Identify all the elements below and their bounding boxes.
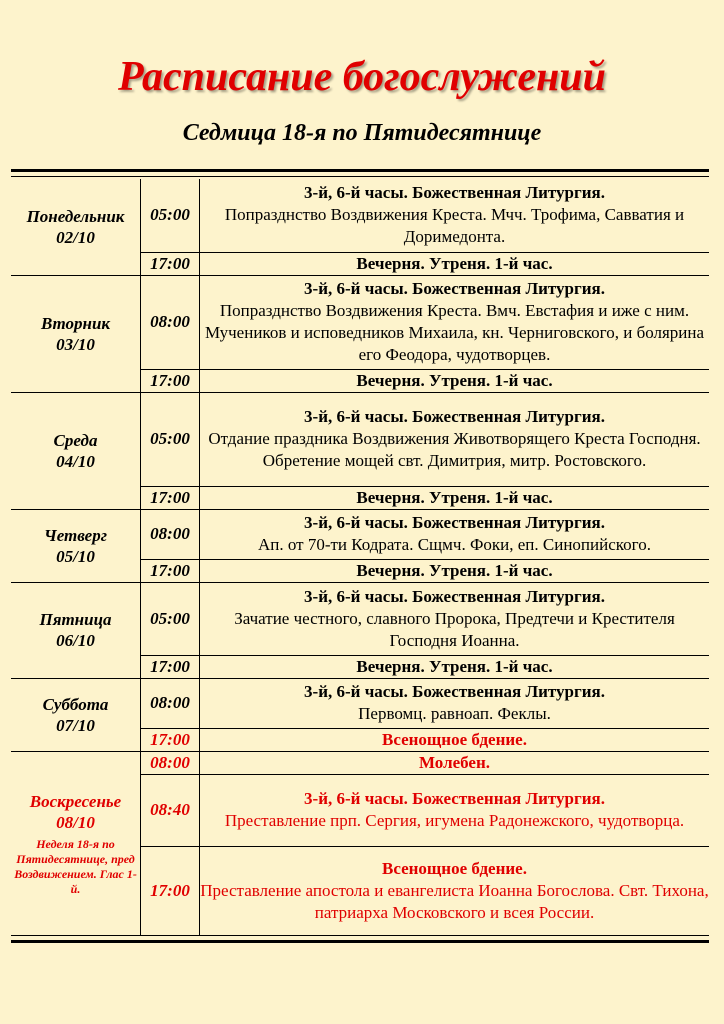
- service-description: Зачатие честного, славного Пророка, Предтечи и Крестителя Господня Иоанна.: [234, 608, 675, 650]
- service-description: Попразднство Воздвижения Креста. Вмч. Евстафия и иже с ним. Мучеников и исповедников Михаила, кн. Черниговского, и болярина его Феодора, чудотворцев.: [204, 301, 705, 364]
- service-title: 3-й, 6-й часы. Божественная Литургия.: [304, 279, 605, 298]
- service-cell: [200, 582, 710, 655]
- service-cell: [200, 678, 710, 728]
- schedule-row: [11, 678, 709, 728]
- service-cell: [200, 252, 710, 275]
- day-name: Вторник: [40, 313, 111, 333]
- day-date: 06/10: [56, 631, 95, 650]
- service-title: 3-й, 6-й часы. Божественная Литургия.: [304, 586, 605, 606]
- schedule-row: [11, 751, 709, 774]
- bottom-rule-thin: [11, 935, 709, 936]
- service-description: Преставление прп. Сергия, игумена Радонежского, чудотворца.: [224, 811, 685, 830]
- day-name: Пятница: [39, 610, 112, 629]
- day-cell: [11, 275, 141, 392]
- service-title: 3-й, 6-й часы. Божественная Литургия.: [304, 407, 605, 426]
- service-cell: [200, 728, 710, 751]
- service-time: 17:00: [141, 728, 200, 751]
- schedule-row: [11, 179, 709, 252]
- service-cell: [200, 751, 710, 774]
- day-cell: [11, 678, 141, 751]
- service-title: 3-й, 6-й часы. Божественная Литургия.: [304, 183, 605, 203]
- service-title: Вечерня. Утреня. 1-й час.: [356, 253, 553, 273]
- service-time: 17:00: [141, 369, 200, 392]
- service-title: Вечерня. Утреня. 1-й час.: [356, 656, 553, 676]
- service-time: 17:00: [141, 252, 200, 275]
- service-description: Преставление апостола и евангелиста Иоанна Богослова. Свт. Тихона, патриарха Московского и всея России.: [200, 881, 709, 923]
- service-cell: [200, 369, 710, 392]
- day-date: 02/10: [56, 227, 95, 247]
- schedule-row: [11, 392, 709, 486]
- bottom-rule-thick: [11, 940, 709, 943]
- service-time: 08:00: [141, 509, 200, 559]
- service-time: 08:00: [141, 751, 200, 774]
- day-name: Четверг: [44, 525, 107, 545]
- day-date: 03/10: [56, 334, 95, 354]
- top-rule-thin: [11, 176, 709, 177]
- service-description: Отдание праздника Воздвижения Животворящего Креста Господня. Обретение мощей свт. Димитрия, митр. Ростовского.: [208, 429, 701, 470]
- service-time: 05:00: [141, 392, 200, 486]
- schedule-row: [11, 582, 709, 655]
- day-cell: [11, 751, 141, 936]
- day-name: Среда: [53, 430, 98, 450]
- day-name: Суббота: [42, 694, 109, 714]
- day-cell: [11, 392, 141, 509]
- day-date: 08/10: [56, 812, 95, 832]
- service-time: 17:00: [141, 486, 200, 509]
- service-cell: [200, 392, 710, 486]
- service-cell: [200, 774, 710, 846]
- day-cell: [11, 509, 141, 582]
- schedule-row: [11, 509, 709, 559]
- service-cell: [200, 655, 710, 678]
- service-title: Молебен.: [418, 752, 491, 772]
- page-subtitle: Седмица 18-я по Пятидесятнице: [182, 120, 542, 146]
- service-title: Всенощное бдение.: [382, 729, 527, 749]
- day-cell: [11, 582, 141, 678]
- service-time: 08:40: [141, 774, 200, 846]
- service-cell: [200, 275, 710, 369]
- service-cell: [200, 846, 710, 936]
- service-title: 3-й, 6-й часы. Божественная Литургия.: [304, 513, 605, 532]
- service-time: 17:00: [141, 846, 200, 936]
- top-rule-thick: [11, 169, 709, 172]
- service-time: 05:00: [141, 582, 200, 655]
- service-title: 3-й, 6-й часы. Божественная Литургия.: [304, 789, 605, 808]
- service-title: Вечерня. Утреня. 1-й час.: [356, 487, 553, 507]
- service-title: Всенощное бдение.: [382, 859, 527, 879]
- service-time: 08:00: [141, 275, 200, 369]
- service-cell: [200, 486, 710, 509]
- service-time: 17:00: [141, 559, 200, 582]
- service-cell: [200, 559, 710, 582]
- service-cell: [200, 509, 710, 559]
- service-description: Попразднство Воздвижения Креста. Мчч. Трофима, Савватия и Доримедонта.: [224, 205, 685, 247]
- schedule-row: [11, 275, 709, 369]
- day-cell: [11, 179, 141, 275]
- service-cell: [200, 179, 710, 252]
- day-note: Неделя 18-я по Пятидесятнице, пред Воздвижением. Глас 1-й.: [14, 836, 137, 896]
- service-time: 17:00: [141, 655, 200, 678]
- day-name: Понедельник: [26, 206, 125, 226]
- service-title: Вечерня. Утреня. 1-й час.: [356, 560, 553, 580]
- day-date: 05/10: [56, 546, 95, 566]
- schedule-table: [11, 179, 709, 936]
- day-date: 04/10: [56, 451, 95, 471]
- day-name: Воскресенье: [29, 791, 122, 811]
- page-title: Расписание богослужений: [117, 54, 607, 100]
- service-description: Первомц. равноап. Феклы.: [358, 704, 551, 723]
- day-date: 07/10: [56, 715, 95, 735]
- service-description: Ап. от 70-ти Кодрата. Сщмч. Фоки, еп. Синопийского.: [258, 535, 651, 554]
- service-title: Вечерня. Утреня. 1-й час.: [356, 370, 553, 390]
- service-title: 3-й, 6-й часы. Божественная Литургия.: [304, 682, 605, 701]
- service-time: 05:00: [141, 179, 200, 252]
- service-time: 08:00: [141, 678, 200, 728]
